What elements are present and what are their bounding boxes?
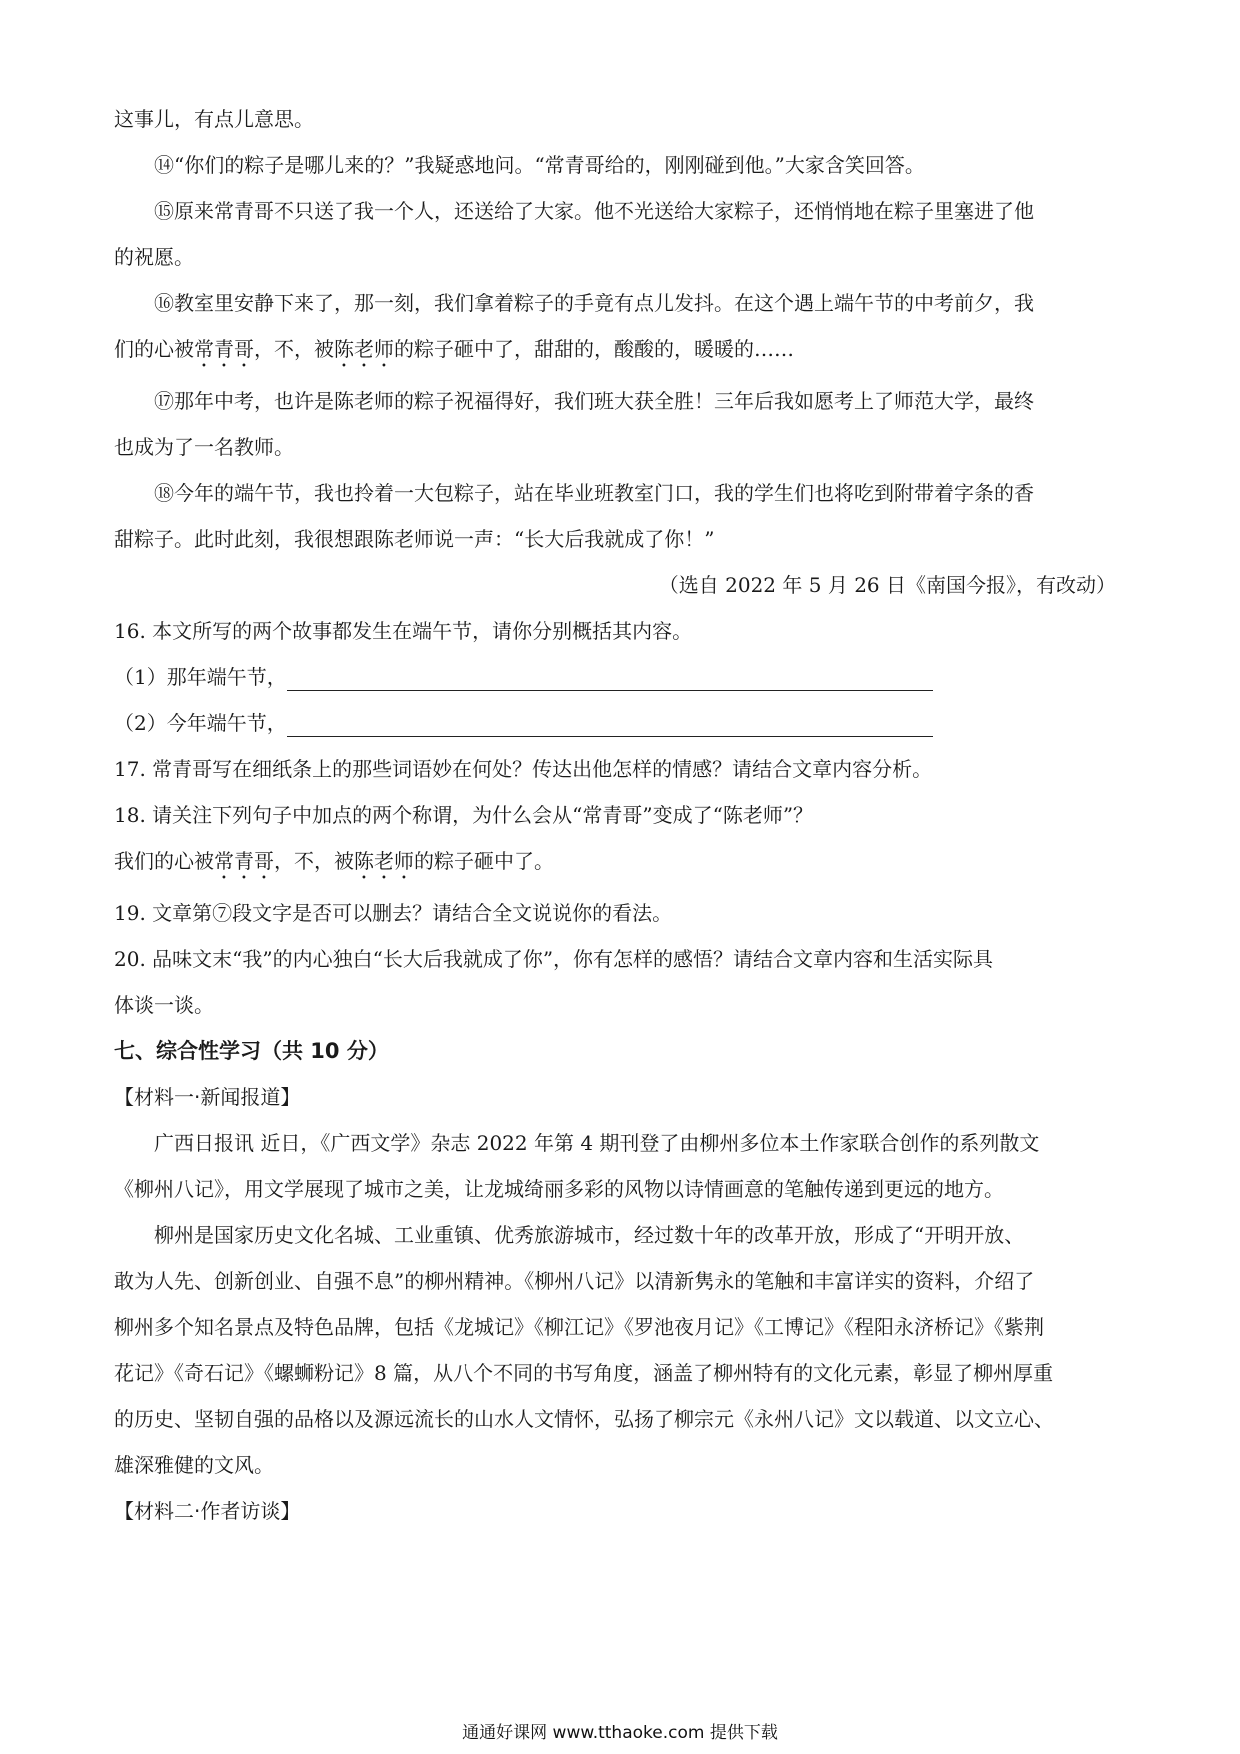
paragraph-17-line-2: 也成为了一名教师。 bbox=[114, 435, 294, 459]
article-source: （选自 2022 年 5 月 26 日《南国今报》，有改动） bbox=[658, 573, 1116, 597]
material-2-heading: 【材料二·作者访谈】 bbox=[114, 1499, 301, 1523]
material-1-para-2-line-5: 的历史、坚韧自强的品格以及源远流长的山水人文情怀，弘扬了柳宗元《永州八记》文以载道、以文立心、 bbox=[114, 1407, 1054, 1431]
paragraph-15-line-2: 的祝愿。 bbox=[114, 245, 194, 269]
paragraph-13-tail: 这事儿，有点儿意思。 bbox=[114, 107, 314, 131]
material-1-para-2-line-1: 柳州是国家历史文化名城、工业重镇、优秀旅游城市，经过数十年的改革开放，形成了“开明开放、 bbox=[154, 1223, 1025, 1247]
question-18: 18. 请关注下列句子中加点的两个称谓，为什么会从“常青哥”变成了“陈老师”？ bbox=[114, 803, 814, 827]
question-17: 17. 常青哥写在细纸条上的那些词语妙在何处？传达出他怎样的情感？请结合文章内容分析。 bbox=[114, 757, 933, 781]
material-1-heading: 【材料一·新闻报道】 bbox=[114, 1085, 301, 1109]
emphasized-term-chenlaoshi: 陈老师 bbox=[334, 337, 394, 361]
paragraph-16-line-2: 们的心被常青哥，不，被陈老师的粽子砸中了，甜甜的，酸酸的，暖暖的…… bbox=[114, 337, 794, 361]
paragraph-18-line-1: ⑱今年的端午节，我也拎着一大包粽子，站在毕业班教室门口，我的学生们也将吃到附带着字条的香 bbox=[154, 481, 1034, 505]
question-20-line-2: 体谈一谈。 bbox=[114, 993, 214, 1017]
page-footer: 通通好课网 www.tthaoke.com 提供下载 bbox=[462, 1723, 778, 1743]
paragraph-15-line-1: ⑮原来常青哥不只送了我一个人，还送给了大家。他不光送给大家粽子，还悄悄地在粽子里塞进了他 bbox=[154, 199, 1034, 223]
paragraph-17-line-1: ⑰那年中考，也许是陈老师的粽子祝福得好，我们班大获全胜！三年后我如愿考上了师范大学，最终 bbox=[154, 389, 1034, 413]
emphasized-term-changqingge: 常青哥 bbox=[194, 337, 254, 361]
material-1-para-1-line-1: 广西日报讯 近日，《广西文学》杂志 2022 年第 4 期刊登了由柳州多位本土作家联合创作的系列散文 bbox=[154, 1131, 1040, 1155]
answer-blank-1[interactable] bbox=[287, 666, 933, 691]
paragraph-18-line-2: 甜粽子。此时此刻，我很想跟陈老师说一声：“长大后我就成了你！” bbox=[114, 527, 715, 551]
section-7-title: 七、综合性学习（共 10 分） bbox=[114, 1039, 389, 1063]
question-20-line-1: 20. 品味文末“我”的内心独白“长大后我就成了你”，你有怎样的感悟？请结合文章内容和生活实际具 bbox=[114, 947, 994, 971]
question-19: 19. 文章第⑦段文字是否可以删去？请结合全文说说你的看法。 bbox=[114, 901, 673, 925]
answer-blank-2[interactable] bbox=[287, 712, 933, 737]
material-1-para-2-line-3: 柳州多个知名景点及特色品牌，包括《龙城记》《柳江记》《罗池夜月记》《工博记》《程阳永济桥记》《紫荆 bbox=[114, 1315, 1044, 1339]
paragraph-16-line-1: ⑯教室里安静下来了，那一刻，我们拿着粽子的手竟有点儿发抖。在这个遇上端午节的中考前夕，我 bbox=[154, 291, 1034, 315]
question-16: 16. 本文所写的两个故事都发生在端午节，请你分别概括其内容。 bbox=[114, 619, 693, 643]
paragraph-14: ⑭“你们的粽子是哪儿来的？”我疑惑地问。“常青哥给的，刚刚碰到他。”大家含笑回答。 bbox=[154, 153, 925, 177]
material-1-para-2-line-2: 敢为人先、创新创业、自强不息”的柳州精神。《柳州八记》以清新隽永的笔触和丰富详实的资料，介绍了 bbox=[114, 1269, 1035, 1293]
emphasized-term-changqingge: 常青哥 bbox=[214, 849, 274, 873]
emphasized-term-chenlaoshi: 陈老师 bbox=[354, 849, 414, 873]
material-1-para-2-line-4: 花记》《奇石记》《螺蛳粉记》8 篇，从八个不同的书写角度，涵盖了柳州特有的文化元素，彰显了柳州厚重 bbox=[114, 1361, 1054, 1385]
material-1-para-1-line-2: 《柳州八记》，用文学展现了城市之美，让龙城绮丽多彩的风物以诗情画意的笔触传递到更远的地方。 bbox=[114, 1177, 1004, 1201]
question-16-part-1: （1）那年端午节， bbox=[114, 654, 1126, 700]
material-1-para-2-line-6: 雄深雅健的文风。 bbox=[114, 1453, 274, 1477]
question-18-sentence: 我们的心被常青哥，不，被陈老师的粽子砸中了。 bbox=[114, 849, 554, 873]
question-16-part-2: （2）今年端午节， bbox=[114, 700, 1126, 746]
page-content bbox=[114, 96, 1126, 1534]
